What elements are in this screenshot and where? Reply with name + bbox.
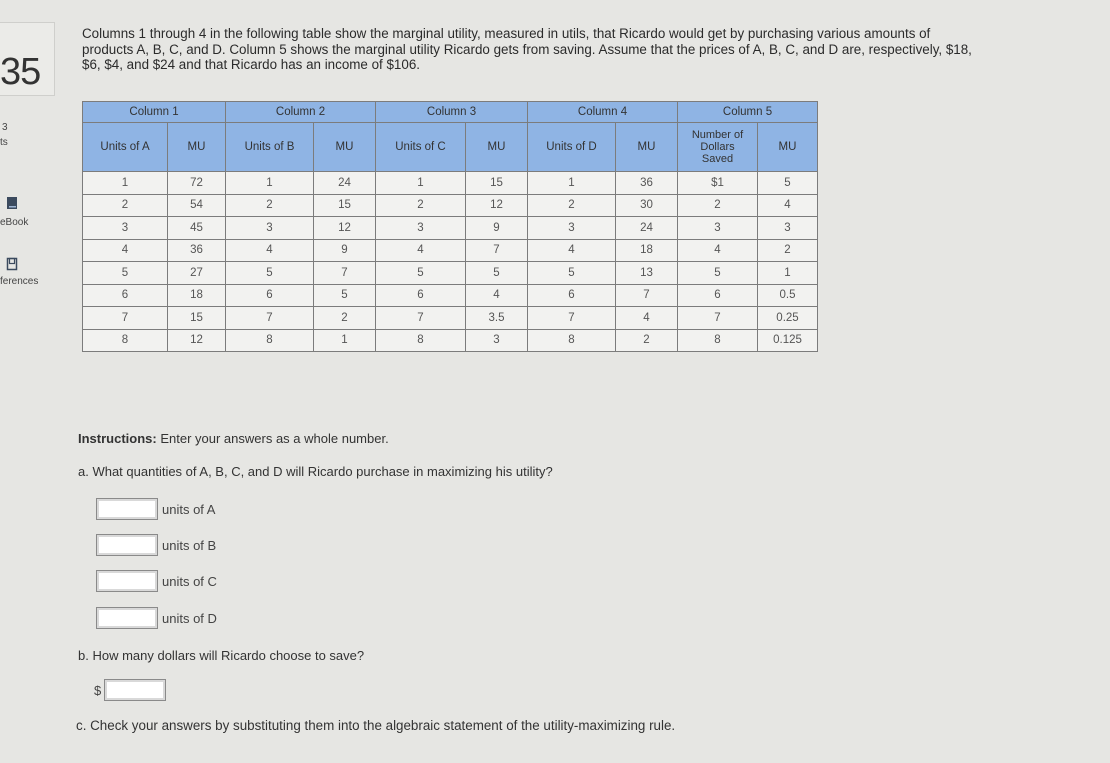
table-cell: 0.5 (758, 284, 818, 307)
units-d-input[interactable] (96, 607, 158, 629)
table-subheader: Units of C (376, 123, 466, 172)
marginal-utility-table (82, 101, 818, 352)
question-number-box (0, 22, 55, 96)
table-cell: 4 (466, 284, 528, 307)
references-icon[interactable] (6, 257, 18, 271)
question-a-prompt: a. What quantities of A, B, C, and D will Ricardo purchase in maximizing his utility? (78, 464, 553, 479)
sidebar-references-link[interactable]: ferences (0, 276, 39, 287)
table-cell: 15 (168, 307, 226, 330)
table-cell: 9 (314, 239, 376, 262)
sidebar-ebook-link[interactable]: eBook (0, 217, 29, 228)
dollars-saved-row (94, 679, 166, 701)
table-cell: 6 (83, 284, 168, 307)
instructions-text: Enter your answers as a whole number. (156, 431, 389, 446)
answer-row-c (96, 571, 217, 591)
table-cell: 1 (226, 172, 314, 195)
table-cell: 1 (83, 172, 168, 195)
table-cell: 7 (528, 307, 616, 330)
table-cell: 0.25 (758, 307, 818, 330)
table-cell: 7 (466, 239, 528, 262)
table-cell: 4 (83, 239, 168, 262)
table-subheader: Units of A (83, 123, 168, 172)
table-cell: 5 (528, 262, 616, 285)
table-subheader: MU (168, 123, 226, 172)
question-c-prompt: c. Check your answers by substituting them into the algebraic statement of the utility-maximizing rule. (76, 718, 676, 733)
table-cell: 1 (376, 172, 466, 195)
units-d-label: units of D (162, 610, 217, 626)
table-group-header-row (83, 102, 818, 123)
sidebar-points-label: ts (0, 137, 8, 148)
table-cell: 4 (226, 239, 314, 262)
table-subheader: Number of Dollars Saved (678, 123, 758, 172)
table-subheader: Units of B (226, 123, 314, 172)
table-cell: 5 (376, 262, 466, 285)
table-cell: 3 (226, 217, 314, 240)
table-row (83, 239, 818, 262)
table-cell: 5 (314, 284, 376, 307)
table-cell: 5 (226, 262, 314, 285)
table-row (83, 329, 818, 352)
table-cell: 7 (83, 307, 168, 330)
table-cell: 24 (616, 217, 678, 240)
table-cell: 18 (168, 284, 226, 307)
table-cell: 6 (678, 284, 758, 307)
table-body (83, 172, 818, 352)
table-row (83, 284, 818, 307)
table-cell: 2 (616, 329, 678, 352)
table-cell: 2 (678, 194, 758, 217)
table-row (83, 217, 818, 240)
table-cell: 7 (226, 307, 314, 330)
table-cell: 15 (466, 172, 528, 195)
table-subheader: MU (758, 123, 818, 172)
table-cell: 2 (376, 194, 466, 217)
table-subheader: MU (466, 123, 528, 172)
table-subheader: MU (314, 123, 376, 172)
table-cell: 4 (758, 194, 818, 217)
table-cell: 30 (616, 194, 678, 217)
table-cell: 45 (168, 217, 226, 240)
table-cell: 8 (528, 329, 616, 352)
table-subheader-row (83, 123, 818, 172)
answer-row-b (96, 535, 216, 555)
table-cell: 5 (466, 262, 528, 285)
table-cell: 15 (314, 194, 376, 217)
table-row (83, 262, 818, 285)
table-group-header: Column 3 (376, 102, 528, 123)
table-row (83, 194, 818, 217)
table-cell: 3 (376, 217, 466, 240)
table-cell: 54 (168, 194, 226, 217)
table-cell: 12 (314, 217, 376, 240)
table-cell: 3 (758, 217, 818, 240)
question-b-prompt: b. How many dollars will Ricardo choose to save? (78, 648, 365, 663)
table-cell: 8 (83, 329, 168, 352)
ebook-icon[interactable] (6, 196, 18, 210)
table-row (83, 172, 818, 195)
table-group-header: Column 4 (528, 102, 678, 123)
answer-row-a (96, 499, 215, 519)
dollar-sign: $ (94, 682, 102, 698)
units-c-input[interactable] (96, 570, 158, 592)
dollars-saved-input[interactable] (104, 679, 166, 701)
left-sidebar (0, 0, 56, 763)
table-cell: 3 (528, 217, 616, 240)
instructions-label: Instructions: (78, 431, 157, 446)
table-cell: 2 (83, 194, 168, 217)
table-cell: 24 (314, 172, 376, 195)
table-cell: 18 (616, 239, 678, 262)
table-cell: 6 (528, 284, 616, 307)
units-b-input[interactable] (96, 534, 158, 556)
table-cell: 5 (758, 172, 818, 195)
units-c-label: units of C (162, 573, 217, 589)
table-cell: 13 (616, 262, 678, 285)
table-cell: 2 (758, 239, 818, 262)
table-cell: 5 (83, 262, 168, 285)
table-cell: 3.5 (466, 307, 528, 330)
table-cell: 2 (226, 194, 314, 217)
table-cell: 4 (616, 307, 678, 330)
instructions (78, 431, 389, 446)
table-cell: 6 (376, 284, 466, 307)
table-cell: 7 (314, 262, 376, 285)
table-cell: 36 (168, 239, 226, 262)
table-cell: 1 (528, 172, 616, 195)
units-a-label: units of A (162, 501, 216, 517)
question-number: 35 (0, 51, 41, 93)
table-cell: 1 (314, 329, 376, 352)
table-subheader: MU (616, 123, 678, 172)
table-cell: 4 (678, 239, 758, 262)
table-cell: 8 (678, 329, 758, 352)
table-cell: 4 (376, 239, 466, 262)
answer-row-d (96, 608, 217, 628)
table-subheader: Units of D (528, 123, 616, 172)
table-cell: 36 (616, 172, 678, 195)
table-cell: 0.125 (758, 329, 818, 352)
table-cell: 2 (528, 194, 616, 217)
sidebar-points-value: 3 (2, 122, 8, 133)
table-cell: 9 (466, 217, 528, 240)
table-cell: 2 (314, 307, 376, 330)
units-a-input[interactable] (96, 498, 158, 520)
table-row (83, 307, 818, 330)
table-cell: 7 (376, 307, 466, 330)
table-group-header: Column 2 (226, 102, 376, 123)
table-group-header: Column 1 (83, 102, 226, 123)
table-cell: 5 (678, 262, 758, 285)
table-cell: 3 (83, 217, 168, 240)
table-cell: 8 (226, 329, 314, 352)
table-cell: 1 (758, 262, 818, 285)
table-group-header: Column 5 (678, 102, 818, 123)
table-cell: 8 (376, 329, 466, 352)
table-cell: 27 (168, 262, 226, 285)
table-cell: 6 (226, 284, 314, 307)
table-cell: 7 (616, 284, 678, 307)
table-cell: 3 (678, 217, 758, 240)
table-cell: 7 (678, 307, 758, 330)
problem-statement: Columns 1 through 4 in the following table show the marginal utility, measured in utils, that Ricardo would get by purchasing various amounts of products A, B, C, and D. Column 5 shows the marginal utility Ricardo gets from saving. Assume that the prices of A, B, C, and D are, respectively, $18, $6, $4, and $24 and that Ricardo has an income of $106. (82, 26, 972, 72)
table-cell: 12 (168, 329, 226, 352)
table-cell: 4 (528, 239, 616, 262)
table-cell: $1 (678, 172, 758, 195)
table-cell: 12 (466, 194, 528, 217)
table-cell: 3 (466, 329, 528, 352)
table-cell: 72 (168, 172, 226, 195)
units-b-label: units of B (162, 537, 217, 553)
